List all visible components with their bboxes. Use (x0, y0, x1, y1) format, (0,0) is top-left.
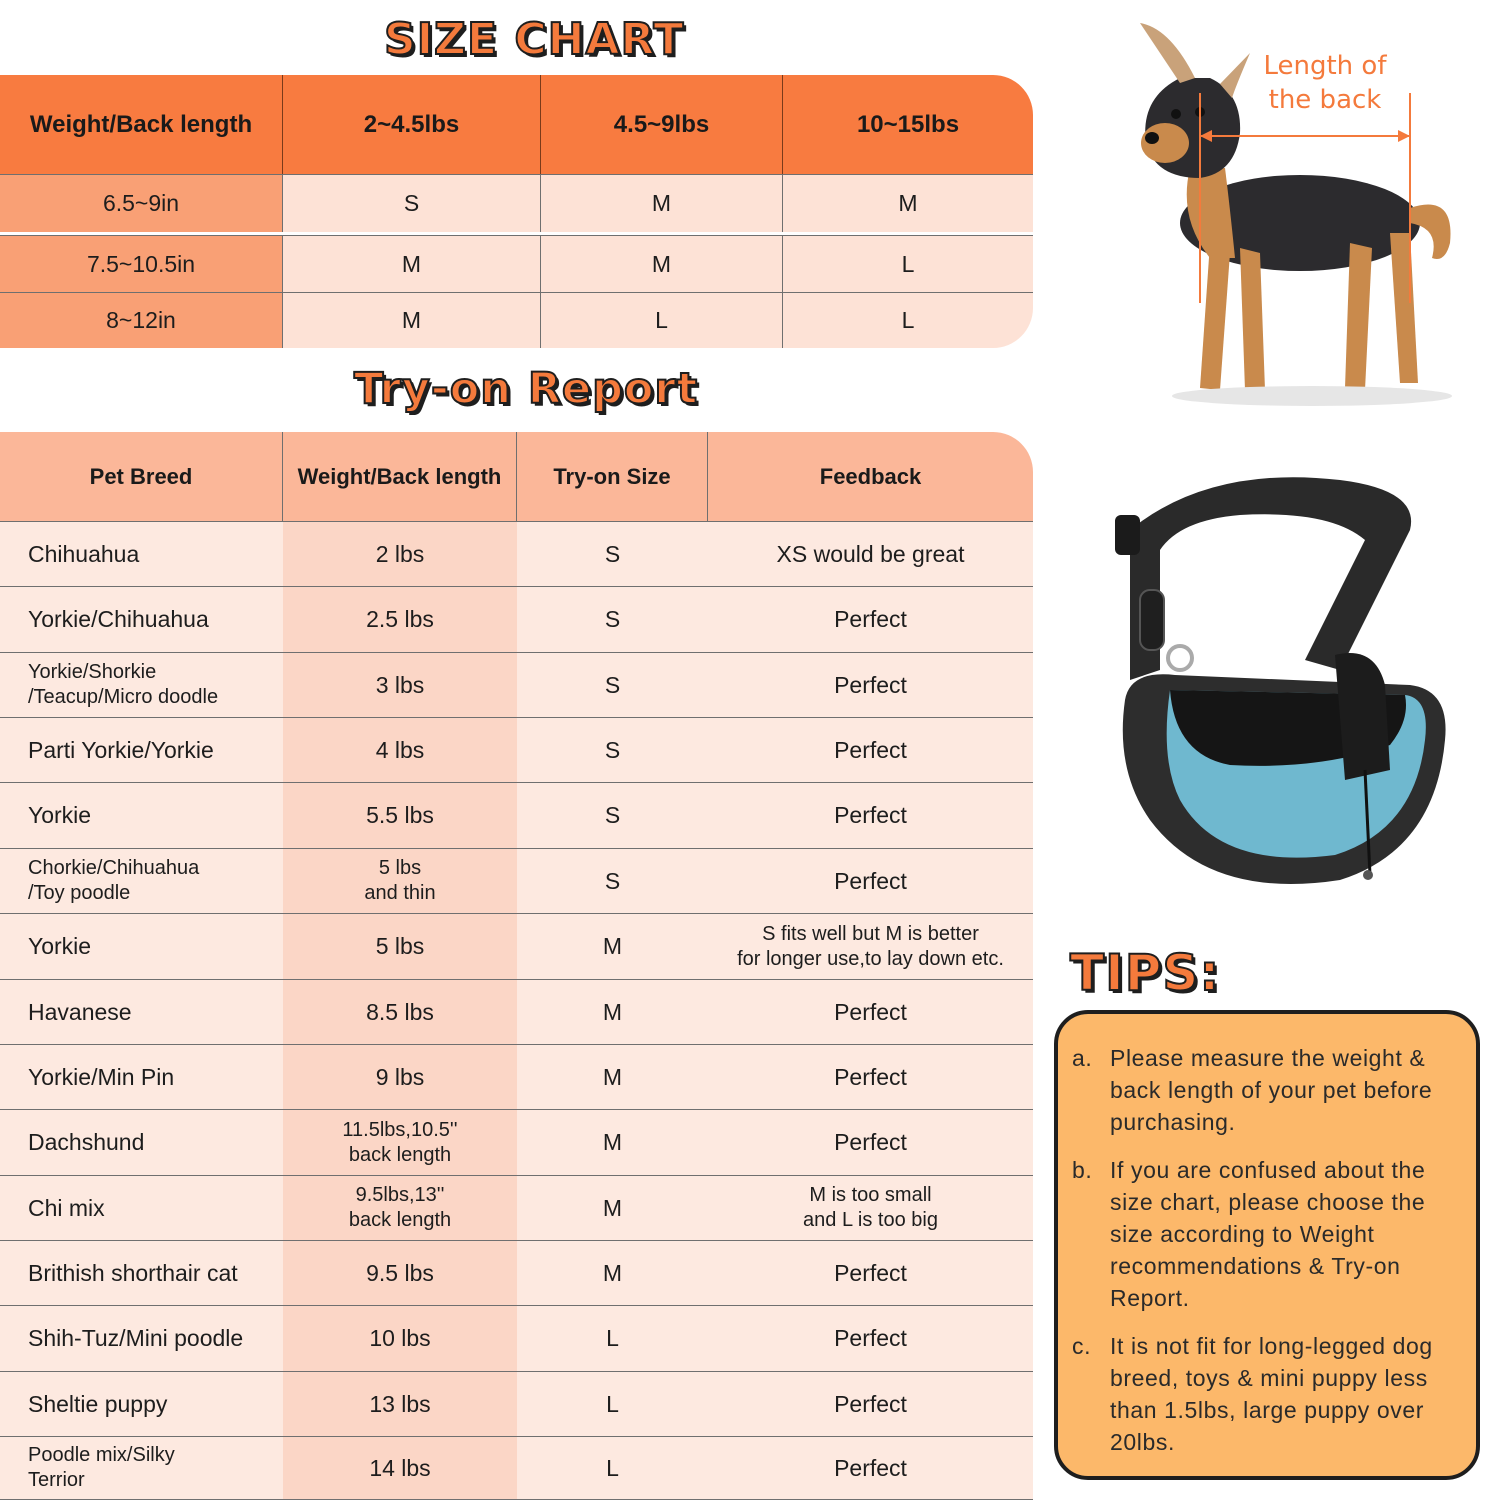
tryon-size-cell: M (517, 1176, 708, 1241)
size-chart-cell: S (283, 174, 541, 232)
dog-back-length-photo (1060, 18, 1500, 418)
tryon-report-title: Try-on Report (354, 364, 699, 414)
size-chart-cell: L (783, 292, 1033, 348)
tryon-row (0, 914, 1033, 980)
tryon-row (0, 1241, 1033, 1306)
sling-bag-photo (1090, 470, 1480, 900)
tip-text: Please measure the weight & back length of your pet before purchasing. (1110, 1045, 1433, 1135)
tryon-size-cell: L (517, 1372, 708, 1437)
tryon-row (0, 1372, 1033, 1437)
tryon-feedback-cell: M is too small and L is too big (708, 1176, 1033, 1241)
tryon-size-cell: L (517, 1437, 708, 1500)
size-chart-row (0, 235, 1033, 292)
tryon-row (0, 980, 1033, 1045)
size-chart-cell: L (541, 292, 783, 348)
tryon-header-cell: Weight/Back length (283, 432, 517, 522)
tip-item (1072, 1154, 1460, 1314)
tryon-breed-cell: Yorkie/Shorkie /Teacup/Micro doodle (0, 653, 283, 718)
tryon-feedback-cell: Perfect (708, 1437, 1033, 1500)
size-chart-header-cell: Weight/Back length (0, 75, 283, 174)
tryon-feedback-cell: Perfect (708, 1045, 1033, 1110)
tryon-feedback-cell: Perfect (708, 1372, 1033, 1437)
tryon-weight-cell: 13 lbs (283, 1372, 517, 1437)
tryon-size-cell: S (517, 783, 708, 849)
tryon-row (0, 1306, 1033, 1372)
size-chart-cell: M (541, 174, 783, 232)
tryon-weight-cell: 9.5lbs,13'' back length (283, 1176, 517, 1241)
tryon-header-cell: Feedback (708, 432, 1033, 522)
size-chart-cell: 6.5~9in (0, 174, 283, 232)
tryon-size-cell: S (517, 718, 708, 783)
size-chart-header-cell: 4.5~9lbs (541, 75, 783, 174)
tip-label: b. (1072, 1157, 1093, 1183)
tryon-weight-cell: 10 lbs (283, 1306, 517, 1372)
size-chart-title: SIZE CHART (384, 14, 685, 65)
size-chart-cell: M (783, 174, 1033, 232)
tryon-feedback-cell: Perfect (708, 849, 1033, 914)
tryon-weight-cell: 2.5 lbs (283, 587, 517, 653)
tryon-size-cell: L (517, 1306, 708, 1372)
tryon-row (0, 653, 1033, 718)
tryon-feedback-cell: Perfect (708, 718, 1033, 783)
size-chart-header-cell: 2~4.5lbs (283, 75, 541, 174)
size-chart-cell: M (541, 235, 783, 292)
tryon-weight-cell: 14 lbs (283, 1437, 517, 1500)
tryon-breed-cell: Dachshund (0, 1110, 283, 1176)
back-length-label-line2: the back (1268, 85, 1382, 115)
size-chart-cell: 8~12in (0, 292, 283, 348)
tryon-row (0, 1045, 1033, 1110)
back-length-label-line1: Length of (1263, 51, 1387, 81)
tip-text: It is not fit for long-legged dog breed, toys & mini puppy less than 1.5lbs, large puppy over 20lbs. (1110, 1333, 1433, 1455)
tryon-breed-cell: Chihuahua (0, 522, 283, 587)
size-chart-header-row (0, 75, 1033, 174)
tryon-feedback-cell: S fits well but M is better for longer use,to lay down etc. (708, 914, 1033, 980)
tryon-size-cell: S (517, 587, 708, 653)
tryon-header-cell: Pet Breed (0, 432, 283, 522)
tryon-size-cell: S (517, 522, 708, 587)
tryon-feedback-cell: Perfect (708, 1110, 1033, 1176)
size-chart-cell: M (283, 292, 541, 348)
tip-item (1072, 1330, 1460, 1458)
size-chart-table (0, 75, 1033, 348)
size-chart-row (0, 292, 1033, 348)
tryon-weight-cell: 11.5lbs,10.5'' back length (283, 1110, 517, 1176)
tryon-breed-cell: Chi mix (0, 1176, 283, 1241)
tryon-row (0, 1176, 1033, 1241)
tryon-size-cell: M (517, 1110, 708, 1176)
tryon-weight-cell: 8.5 lbs (283, 980, 517, 1045)
tryon-report-table (0, 432, 1033, 1500)
tryon-row (0, 587, 1033, 653)
tryon-size-cell: S (517, 653, 708, 718)
size-chart-cell: L (783, 235, 1033, 292)
tryon-weight-cell: 2 lbs (283, 522, 517, 587)
tips-title: TIPS: (1070, 944, 1221, 1002)
tryon-breed-cell: Shih-Tuz/Mini poodle (0, 1306, 283, 1372)
tip-item (1072, 1042, 1460, 1138)
tryon-breed-cell: Chorkie/Chihuahua /Toy poodle (0, 849, 283, 914)
tryon-header-row (0, 432, 1033, 522)
tryon-size-cell: M (517, 914, 708, 980)
tryon-breed-cell: Sheltie puppy (0, 1372, 283, 1437)
tryon-feedback-cell: Perfect (708, 1241, 1033, 1306)
tryon-weight-cell: 5 lbs and thin (283, 849, 517, 914)
tryon-weight-cell: 5.5 lbs (283, 783, 517, 849)
tryon-feedback-cell: Perfect (708, 783, 1033, 849)
tryon-feedback-cell: Perfect (708, 653, 1033, 718)
tryon-weight-cell: 9 lbs (283, 1045, 517, 1110)
tip-label: a. (1072, 1045, 1093, 1071)
tryon-weight-cell: 5 lbs (283, 914, 517, 980)
tryon-breed-cell: Parti Yorkie/Yorkie (0, 718, 283, 783)
tip-label: c. (1072, 1333, 1092, 1359)
tryon-feedback-cell: Perfect (708, 980, 1033, 1045)
tryon-header-cell: Try-on Size (517, 432, 708, 522)
size-chart-cell: M (283, 235, 541, 292)
size-chart-cell: 7.5~10.5in (0, 235, 283, 292)
tryon-breed-cell: Yorkie (0, 914, 283, 980)
tryon-weight-cell: 9.5 lbs (283, 1241, 517, 1306)
tryon-size-cell: M (517, 980, 708, 1045)
tryon-breed-cell: Yorkie (0, 783, 283, 849)
tryon-row (0, 1110, 1033, 1176)
tryon-feedback-cell: Perfect (708, 587, 1033, 653)
tryon-row (0, 849, 1033, 914)
tryon-size-cell: S (517, 849, 708, 914)
size-chart-row (0, 174, 1033, 232)
tryon-size-cell: M (517, 1045, 708, 1110)
tryon-breed-cell: Havanese (0, 980, 283, 1045)
size-chart-header-cell: 10~15lbs (856, 110, 960, 138)
tip-text: If you are confused about the size chart, please choose the size according to Weight recommendations & Try-on Report. (1110, 1157, 1426, 1311)
tryon-row (0, 783, 1033, 849)
tryon-breed-cell: Brithish shorthair cat (0, 1241, 283, 1306)
tryon-row (0, 522, 1033, 587)
tryon-row (0, 718, 1033, 783)
tips-box (1054, 1010, 1480, 1480)
tryon-breed-cell: Yorkie/Min Pin (0, 1045, 283, 1110)
tryon-size-cell: M (517, 1241, 708, 1306)
tryon-breed-cell: Yorkie/Chihuahua (0, 587, 283, 653)
tryon-breed-cell: Poodle mix/Silky Terrior (0, 1437, 283, 1500)
tryon-feedback-cell: XS would be great (708, 522, 1033, 587)
tryon-row (0, 1437, 1033, 1500)
tryon-weight-cell: 3 lbs (283, 653, 517, 718)
tryon-weight-cell: 4 lbs (283, 718, 517, 783)
tryon-feedback-cell: Perfect (708, 1306, 1033, 1372)
